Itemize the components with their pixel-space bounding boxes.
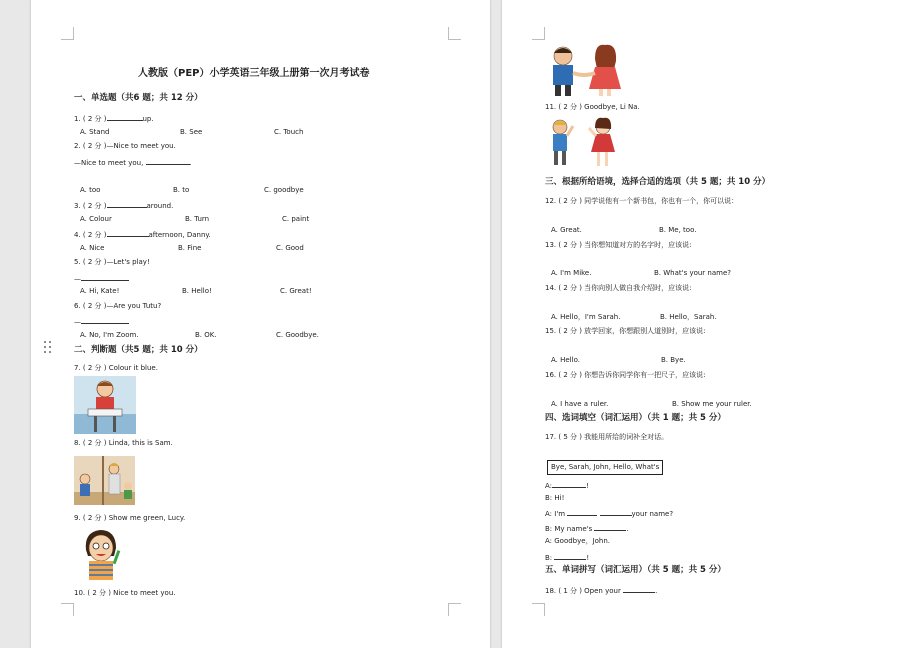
q1-option-b: B. See bbox=[180, 128, 203, 136]
q13-option-b: B. What's your name? bbox=[654, 269, 731, 277]
q14-option-a: A. Hello，I'm Sarah. bbox=[551, 313, 621, 321]
drag-handle-icon[interactable] bbox=[44, 341, 53, 355]
question-18: 18. ( 1 分 ) Open your . bbox=[545, 587, 658, 595]
question-9: 9. ( 2 分 ) Show me green, Lucy. bbox=[74, 514, 186, 522]
section-3-heading: 三、根据所给语境，选择合适的选项（共 5 题；共 10 分） bbox=[545, 177, 771, 187]
crop-mark-top-left bbox=[532, 27, 545, 40]
dialogue-line-4: B: My name's . bbox=[545, 525, 629, 533]
q1-option-a: A. Stand bbox=[80, 128, 110, 136]
q3-option-b: B. Turn bbox=[185, 215, 210, 223]
crop-mark-top-right bbox=[448, 27, 461, 40]
q15-option-a: A. Hello. bbox=[551, 356, 580, 364]
q12-option-a: A. Great. bbox=[551, 226, 582, 234]
question-5: 5. ( 2 分 )—Let's play! bbox=[74, 258, 150, 266]
section-1-heading: 一、单选题（共6 题；共 12 分） bbox=[74, 93, 203, 103]
question-11: 11. ( 2 分 ) Goodbye, Li Na. bbox=[545, 103, 640, 111]
question-4: 4. ( 2 分 ) afternoon, Danny. bbox=[74, 231, 211, 239]
dialogue-line-5: A: Goodbye，John. bbox=[545, 537, 611, 545]
question-10: 10. ( 2 分 ) Nice to meet you. bbox=[74, 589, 176, 597]
q4-option-a: A. Nice bbox=[80, 244, 105, 252]
question-15: 15. ( 2 分 ) 放学回家，你想跟别人道别时，应该说: bbox=[545, 327, 706, 335]
q16-option-a: A. I have a ruler. bbox=[551, 400, 609, 408]
classroom-illustration bbox=[74, 456, 135, 505]
section-2-heading: 二、判断题（共5 题；共 10 分） bbox=[74, 345, 203, 355]
section-5-heading: 五、单词拼写（词汇运用）（共 5 题；共 5 分） bbox=[545, 565, 726, 575]
crop-mark-bottom-right bbox=[448, 603, 461, 616]
q1-option-c: C. Touch bbox=[274, 128, 304, 136]
q6-option-b: B. OK. bbox=[195, 331, 217, 339]
q3-option-c: C. paint bbox=[282, 215, 310, 223]
q5-option-a: A. Hi, Kate! bbox=[80, 287, 120, 295]
handshake-illustration bbox=[545, 43, 627, 96]
q14-option-b: B. Hello，Sarah. bbox=[660, 313, 717, 321]
question-14: 14. ( 2 分 ) 当你向别人做自我介绍时，应该说: bbox=[545, 284, 692, 292]
crop-mark-bottom-left bbox=[532, 603, 545, 616]
word-bank-box: Bye, Sarah, John, Hello, What's bbox=[547, 460, 663, 475]
question-3: 3. ( 2 分 ) around. bbox=[74, 202, 174, 210]
document-page-right bbox=[502, 0, 907, 648]
dialogue-line-2: B: Hi! bbox=[545, 494, 565, 502]
q5-option-c: C. Great! bbox=[280, 287, 312, 295]
section-4-heading: 四、选词填空（词汇运用）（共 1 题；共 5 分） bbox=[545, 413, 726, 423]
dialogue-line-6: B: ! bbox=[545, 554, 590, 562]
document-page-left bbox=[31, 0, 490, 648]
question-6-line2: — bbox=[74, 316, 129, 327]
q12-option-b: B. Me, too. bbox=[659, 226, 697, 234]
crop-mark-bottom-left bbox=[61, 603, 74, 616]
q6-option-a: A. No, I'm Zoom. bbox=[80, 331, 139, 339]
question-17: 17. ( 5 分 ) 我能用所给的词补全对话。 bbox=[545, 433, 669, 441]
question-13: 13. ( 2 分 ) 当你想知道对方的名字时，应该说: bbox=[545, 241, 692, 249]
exam-title: 人教版（PEP）小学英语三年级上册第一次月考试卷 bbox=[138, 68, 370, 79]
q15-option-b: B. Bye. bbox=[661, 356, 686, 364]
q16-option-b: B. Show me your ruler. bbox=[672, 400, 752, 408]
question-6: 6. ( 2 分 )—Are you Tutu? bbox=[74, 302, 162, 310]
question-1: 1. ( 2 分 ) up. bbox=[74, 115, 154, 123]
boy-painting-illustration bbox=[74, 376, 136, 434]
dialogue-line-3: A: I'm your name? bbox=[545, 510, 674, 518]
question-12: 12. ( 2 分 ) 同学说他有一个新书包，你也有一个，你可以说： bbox=[545, 197, 739, 205]
question-7: 7. ( 2 分 ) Colour it blue. bbox=[74, 364, 158, 372]
question-16: 16. ( 2 分 ) 你想告诉你同学你有一把尺子，应该说: bbox=[545, 371, 706, 379]
q6-option-c: C. Goodbye. bbox=[276, 331, 319, 339]
dialogue-line-1: A: ! bbox=[545, 482, 589, 490]
question-8: 8. ( 2 分 ) Linda, this is Sam. bbox=[74, 439, 173, 447]
q3-option-a: A. Colour bbox=[80, 215, 112, 223]
question-5-line2: — bbox=[74, 273, 129, 284]
question-2: 2. ( 2 分 )—Nice to meet you. bbox=[74, 142, 176, 150]
girl-with-crayon-illustration bbox=[74, 526, 131, 582]
question-2-line2: —Nice to meet you, . bbox=[74, 159, 192, 167]
waving-children-illustration bbox=[545, 116, 625, 169]
q4-option-c: C. Good bbox=[276, 244, 304, 252]
q4-option-b: B. Fine bbox=[178, 244, 202, 252]
q2-option-c: C. goodbye bbox=[264, 186, 304, 194]
q2-option-a: A. too bbox=[80, 186, 101, 194]
q2-option-b: B. to bbox=[173, 186, 190, 194]
q13-option-a: A. I'm Mike. bbox=[551, 269, 592, 277]
crop-mark-top-left bbox=[61, 27, 74, 40]
q5-option-b: B. Hello! bbox=[182, 287, 212, 295]
